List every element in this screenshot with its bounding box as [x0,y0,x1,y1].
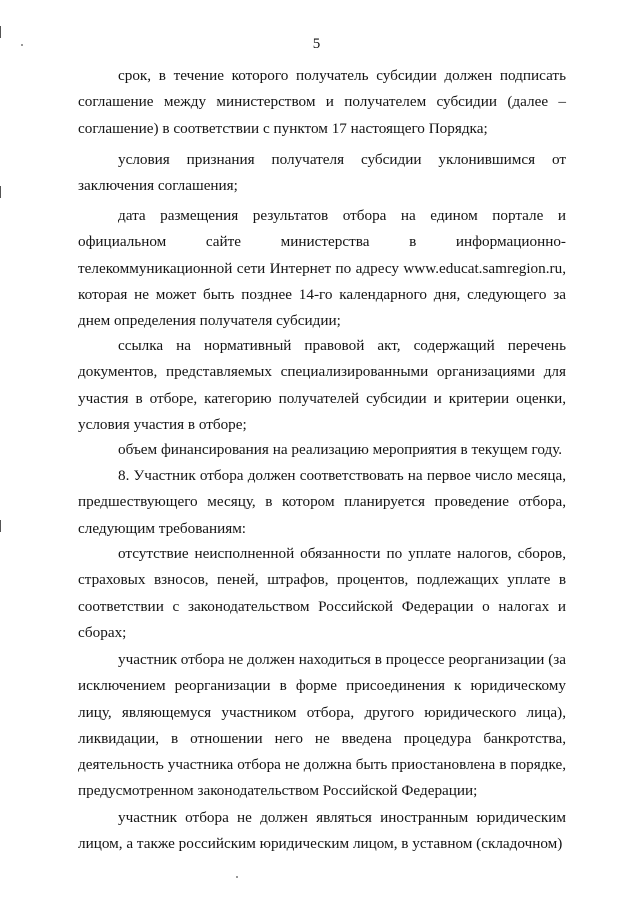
paragraph-3: дата размещения результатов отбора на едином портале и официальном сайте министерства в информационно-телекоммуникационной сети Интернет по адресу www.educat.samregion.ru, которая не может быть позднее 14-го календарного дня, следующего за днем определения получателя субсидии; [78,207,566,330]
page-number: 5 [312,36,321,52]
scan-dot [21,44,23,46]
paragraph-5: объем финансирования на реализацию мероприятия в текущем году. [118,441,563,458]
scan-edge-mark [0,186,1,198]
paragraph-9: участник отбора не должен являться иностранным юридическим лицом, а также российским юридическим лицом, в уставном (складочном) [78,809,566,853]
paragraph-4: ссылка на нормативный правовой акт, содержащий перечень документов, представляемых специализированными организациями для участия в отборе, категорию получателей субсидии и критерии оценки, условия участия в отборе; [78,337,566,433]
scan-edge-mark [0,26,1,38]
paragraph-7: отсутствие неисполненной обязанности по уплате налогов, сборов, страховых взносов, пеней, штрафов, процентов, подлежащих уплате в соответствии с законодательством Российской Федерации о налогах и сборах; [78,545,566,641]
paragraph-2: условия признания получателя субсидии уклонившимся от заключения соглашения; [78,151,566,195]
paragraph-8: участник отбора не должен находиться в процессе реорганизации (за исключением реорганизации в форме присоединения к юридическому лицу, являющемуся участником отбора, другого юридического лица), ликвидации, в отношении него не введена процедура банкротства, деятельность участника отбора не должна быть приостановлена в порядке, предусмотренном законодательством Российской Федерации; [78,651,566,800]
paragraph-6: 8. Участник отбора должен соответствовать на первое число месяца, предшествующего месяцу, в котором планируется проведение отбора, следующим требованиям: [78,467,566,537]
scan-dot [236,876,238,878]
scan-edge-mark [0,520,1,532]
paragraph-1: срок, в течение которого получатель субсидии должен подписать соглашение между министерством и получателем субсидии (далее – соглашение) в соответствии с пунктом 17 настоящего Порядка; [78,67,566,137]
